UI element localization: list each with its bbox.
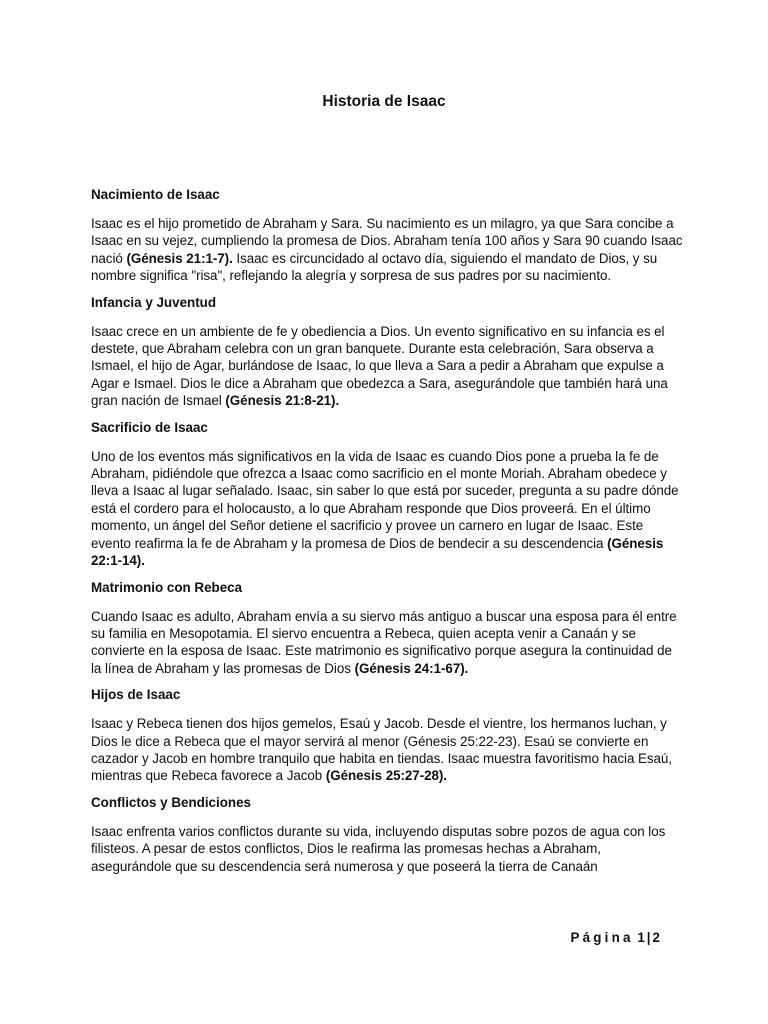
section-conflictos — [91, 794, 685, 875]
page-current: 1 — [637, 930, 645, 945]
section-heading: Conflictos y Bendiciones — [91, 794, 251, 810]
section-paragraph — [91, 448, 685, 570]
page-label: Página — [570, 930, 634, 945]
page-separator: | — [646, 930, 651, 945]
section-paragraph — [91, 715, 685, 785]
page-footer — [571, 930, 661, 945]
section-paragraph — [91, 323, 685, 410]
bible-reference: (Génesis 25:27-28). — [325, 768, 447, 784]
bible-reference: (Génesis 21:1-7). — [126, 250, 233, 266]
paragraph-text: Isaac crece en un ambiente de fe y obediencia a Dios. Un evento significativo en su infancia es el destete, que Abraham celebra con un gran banquete. Durante esta celebración, Sara observa a Ismael, el hijo de Agar, burlándose de Isaac, lo que lleva a Sara a pedir a Abraham que expulse a Agar e Ismael. Dios le dice a Abraham que obedezca a Sara, asegurándole que también hará una gran nación de Ismael — [91, 323, 668, 409]
page-total: 2 — [652, 930, 660, 945]
paragraph-text-continued: Isaac es circuncidado al octavo día, siguiendo el mandato de Dios, y su nombre significa "risa", reflejando la alegría y sorpresa de sus padres por su nacimiento. — [91, 250, 658, 284]
paragraph-text: Uno de los eventos más significativos en la vida de Isaac es cuando Dios pone a prueba la fe de Abraham, pidiéndole que ofrezca a Isaac como sacrificio en el monte Moriah. Abraham obedece y lleva a Isaac al lugar señalado. Isaac, sin saber lo que está por suceder, pregunta a su padre dónde está el cordero para el holocausto, a lo que Abraham responde que Dios proveerá. En el último momento, un ángel del Señor detiene el sacrificio y provee un carnero en lugar de Isaac. Este evento reafirma la fe de Abraham y la promesa de Dios de bendecir a su descendencia — [91, 448, 679, 551]
document-title: Historia de Isaac — [322, 93, 446, 110]
section-heading: Hijos de Isaac — [91, 687, 181, 703]
section-heading: Matrimonio con Rebeca — [91, 579, 243, 595]
paragraph-text: Cuando Isaac es adulto, Abraham envía a su siervo más antiguo a buscar una esposa para él entre su familia en Mesopotamia. El siervo encuentra a Rebeca, quien acepta venir a Canaán y se convierte en la esposa de Isaac. Este matrimonio es significativo porque asegura la continuidad de la línea de Abraham y las promesas de Dios — [91, 608, 677, 676]
section-paragraph — [91, 823, 685, 875]
section-sacrificio — [91, 419, 685, 570]
bible-reference: (Génesis 24:1-67). — [354, 660, 469, 676]
section-matrimonio — [91, 579, 685, 678]
section-paragraph — [91, 215, 685, 285]
section-hijos — [91, 686, 685, 785]
section-infancia — [91, 294, 685, 410]
section-paragraph — [91, 608, 685, 678]
bible-reference: (Génesis 22:1-14). — [91, 535, 664, 569]
section-heading: Nacimiento de Isaac — [91, 187, 220, 202]
section-nacimiento — [91, 186, 685, 285]
paragraph-text: Isaac y Rebeca tienen dos hijos gemelos, Esaú y Jacob. Desde el vientre, los hermanos luchan, y Dios le dice a Rebeca que el mayor servirá al menor (Génesis 25:22-23). Esaú se convierte en cazador y Jacob en hombre tranquilo que habita en tiendas. Isaac muestra favoritismo hacia Esaú, mientras que Rebeca favorece a Jacob — [91, 716, 673, 784]
section-heading: Infancia y Juventud — [91, 294, 217, 310]
document-content — [91, 186, 685, 884]
paragraph-text: Isaac es el hijo prometido de Abraham y Sara. Su nacimiento es un milagro, ya que Sara concibe a Isaac en su vejez, cumpliendo la promesa de Dios. Abraham tenía 100 años y Sara 90 cuando Isaac nació — [91, 216, 683, 266]
bible-reference: (Génesis 21:8-21). — [225, 393, 340, 409]
paragraph-text: Isaac enfrenta varios conflictos durante su vida, incluyendo disputas sobre pozos de agua con los filisteos. A pesar de estos conflictos, Dios le reafirma las promesas hechas a Abraham, asegurándole que su descendencia será numerosa y que poseerá la tierra de Canaán — [91, 823, 666, 874]
section-heading: Sacrificio de Isaac — [91, 419, 208, 435]
